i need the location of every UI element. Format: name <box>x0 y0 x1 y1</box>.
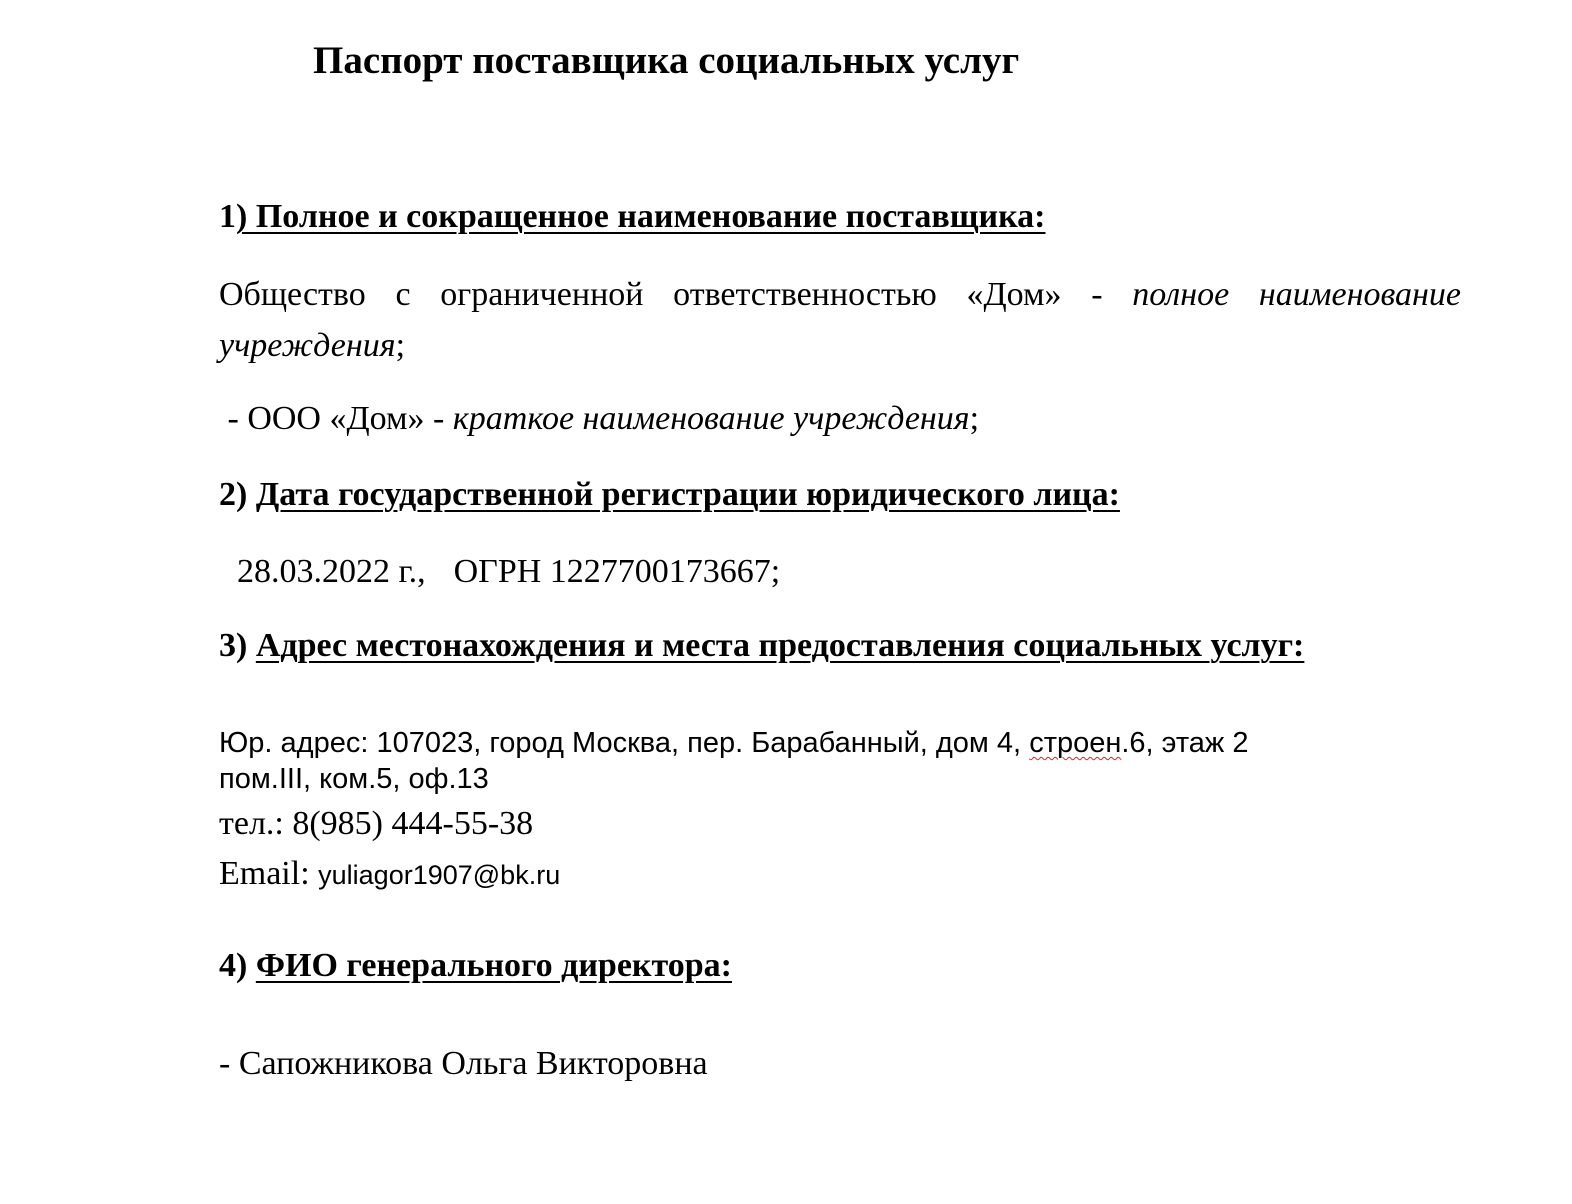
address-part-2: .6, этаж 2 <box>1121 727 1249 759</box>
registration-date: 28.03.2022 г., <box>237 553 426 590</box>
section-2-number: 2) <box>219 476 256 513</box>
section-4-title: ФИО генерального директора: <box>255 947 732 984</box>
email-label: Email: <box>219 855 319 892</box>
email-line <box>219 855 560 893</box>
full-name-word: - <box>1091 276 1103 313</box>
section-1-heading <box>219 198 1045 236</box>
phone-line: тел.: 8(985) 444-55-38 <box>219 805 534 842</box>
legal-address-line-2: пом.III, ком.5, оф.13 <box>219 763 489 795</box>
section-1-title: ) Полное и сокращенное наименование поставщика: <box>236 198 1046 235</box>
section-4-number: 4) <box>219 947 256 984</box>
section-1-number: 1 <box>219 198 236 235</box>
email-value: yuliagor1907@bk.ru <box>318 860 561 890</box>
director-name: - Сапожникова Ольга Викторовна <box>219 1045 708 1082</box>
address-spellcheck-word: строен <box>1029 727 1122 759</box>
full-name-word: «Дом» <box>966 276 1062 313</box>
full-name-word: с <box>395 276 411 313</box>
section-4-heading <box>219 947 732 985</box>
section-2-heading <box>219 476 1120 514</box>
section-3-number: 3) <box>219 627 256 664</box>
section-3-heading <box>219 627 1304 665</box>
full-name-italic-cont: учреждения <box>219 327 396 364</box>
full-name-italic-word: полное <box>1132 276 1230 313</box>
full-name-end: ; <box>395 327 406 364</box>
full-name-italic-word: наименование <box>1258 276 1461 313</box>
full-name-word: ответственностью <box>673 276 937 313</box>
short-name-italic: краткое наименование учреждения <box>452 400 970 437</box>
legal-address-line <box>219 727 1249 760</box>
document-title: Паспорт поставщика социальных услуг <box>313 39 1020 82</box>
full-name-word: ограниченной <box>440 276 644 313</box>
section-3-title: Адрес местонахождения и места предоставления социальных услуг: <box>255 627 1305 664</box>
short-name-end: ; <box>969 400 980 437</box>
section-2-title: Дата государственной регистрации юридического лица: <box>255 476 1120 513</box>
full-name-word: Общество <box>219 276 366 313</box>
registration-line <box>237 553 780 591</box>
full-name-line-2 <box>219 327 405 365</box>
ogrn: ОГРН 1227700173667; <box>453 553 781 590</box>
address-part-1: Юр. адрес: 107023, город Москва, пер. Барабанный, дом 4, <box>219 727 1030 759</box>
short-name: - ООО «Дом» - <box>219 400 453 437</box>
short-name-line <box>219 400 979 438</box>
full-name-line <box>219 276 1461 314</box>
